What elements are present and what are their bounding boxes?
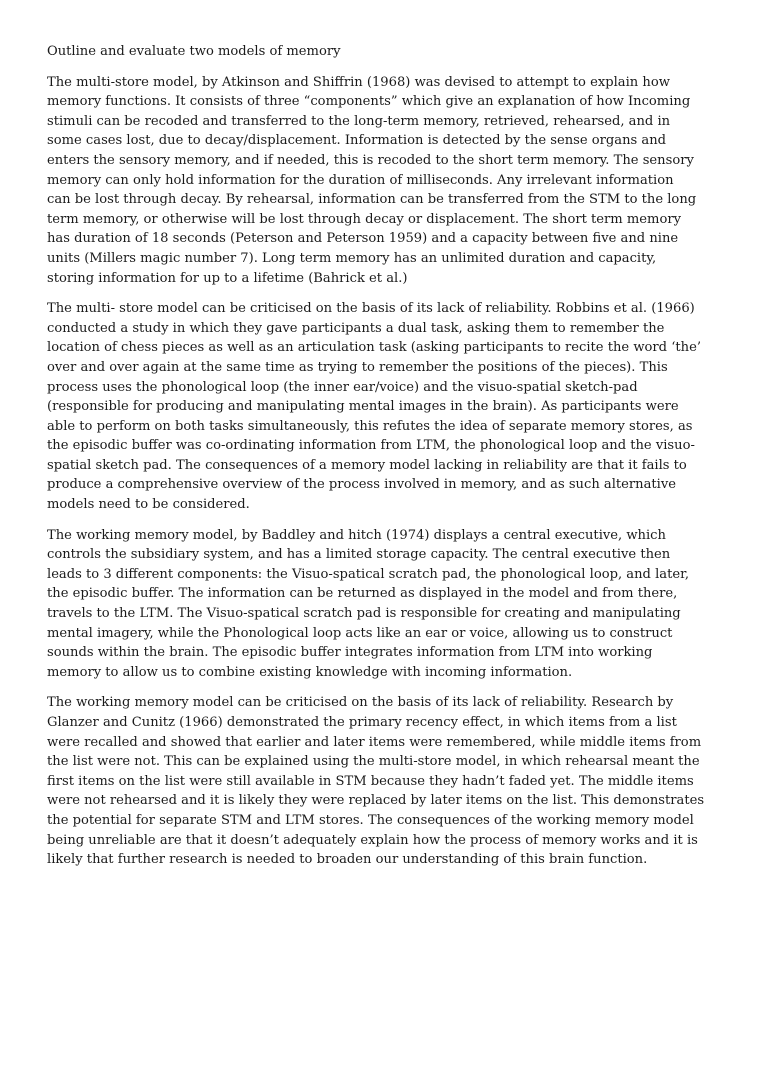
paragraph-line: travels to the LTM. The Visuo-spatical scratch pad is responsible for creating and manipulating [47, 606, 681, 622]
paragraph-line: able to perform on both tasks simultaneously, this refutes the idea of separate memory stores, as [47, 418, 693, 434]
paragraph-line: some cases lost, due to decay/displacement. Information is detected by the sense organs and [47, 133, 667, 149]
paragraph-line: controls the subsidiary system, and has a limited storage capacity. The central executive then [47, 547, 671, 563]
paragraph-line: The working memory model can be criticised on the basis of its lack of reliability. Research by [47, 695, 674, 711]
paragraph-line: were not rehearsed and it is likely they were replaced by later items on the list. This demonstrates [47, 793, 705, 809]
paragraph-line: storing information for up to a lifetime (Bahrick et al.) [47, 270, 408, 286]
paragraph-line: being unreliable are that it doesn’t adequately explain how the process of memory works and it is [47, 832, 698, 848]
paragraph-line: leads to 3 different components: the Visuo-spatical scratch pad, the phonological loop, and later, [47, 566, 690, 582]
paragraph-line: The working memory model, by Baddley and hitch (1974) displays a central executive, which [47, 527, 666, 543]
paragraph-line: conducted a study in which they gave participants a dual task, asking them to remember the [47, 320, 665, 336]
paragraph-line: has duration of 18 seconds (Peterson and Peterson 1959) and a capacity between five and nine [47, 231, 679, 247]
paragraph-line: over and over again at the same time as trying to remember the positions of the pieces). This [47, 359, 668, 375]
paragraph-line: models need to be considered. [47, 497, 250, 513]
paragraph-3 [47, 526, 727, 683]
paragraph-line: were recalled and showed that earlier and later items were remembered, while middle items from [47, 734, 702, 750]
paragraph-line: mental imagery, while the Phonological loop acts like an ear or voice, allowing us to construct [47, 625, 673, 641]
paragraph-1 [47, 73, 727, 289]
paragraph-line: memory can only hold information for the duration of milliseconds. Any irrelevant information [47, 172, 674, 188]
paragraph-line: the list were not. This can be explained using the multi-store model, in which rehearsal meant the [47, 754, 700, 770]
paragraph-4 [47, 693, 727, 869]
paragraph-line: enters the sensory memory, and if needed, this is recoded to the short term memory. The sensory [47, 152, 694, 168]
paragraph-line: memory to allow us to combine existing knowledge with incoming information. [47, 664, 573, 680]
paragraph-line: produce a comprehensive overview of the process involved in memory, and as such alternative [47, 477, 677, 493]
paragraph-line: process uses the phonological loop (the inner ear/voice) and the visuo-spatial sketch-pad [47, 379, 638, 395]
paragraph-line: memory functions. It consists of three “components” which give an explanation of how Incoming [47, 94, 691, 110]
paragraph-line: the episodic buffer was co-ordinating information from LTM, the phonological loop and the visuo- [47, 438, 695, 454]
paragraph-line: the episodic buffer. The information can be returned as displayed in the model and from there, [47, 586, 678, 602]
paragraph-line: term memory, or otherwise will be lost through decay or displacement. The short term memory [47, 211, 681, 227]
document-body [47, 73, 727, 870]
document-page [47, 42, 727, 881]
paragraph-line: The multi- store model can be criticised on the basis of its lack of reliability. Robbins et al. (1966) [47, 301, 695, 317]
paragraph-line: the potential for separate STM and LTM stores. The consequences of the working memory model [47, 812, 694, 828]
paragraph-line: Glanzer and Cunitz (1966) demonstrated the primary recency effect, in which items from a list [47, 715, 677, 730]
paragraph-line: sounds within the brain. The episodic buffer integrates information from LTM into working [47, 645, 653, 661]
paragraph-line: location of chess pieces as well as an articulation task (asking participants to recite the word ‘the’ [47, 340, 701, 356]
paragraph-2 [47, 299, 727, 515]
document-title: Outline and evaluate two models of memory [47, 44, 341, 59]
paragraph-line: units (Millers magic number 7). Long term memory has an unlimited duration and capacity, [47, 250, 657, 266]
paragraph-line: (responsible for producing and manipulating mental images in the brain). As participants were [47, 399, 679, 415]
paragraph-line: likely that further research is needed to broaden our understanding of this brain function. [47, 852, 648, 868]
paragraph-line: The multi-store model, by Atkinson and Shiffrin (1968) was devised to attempt to explain how [47, 74, 670, 90]
paragraph-line: first items on the list were still available in STM because they hadn’t faded yet. The middle items [47, 773, 694, 789]
paragraph-line: spatial sketch pad. The consequences of a memory model lacking in reliability are that it fails to [47, 457, 687, 473]
paragraph-line: stimuli can be recoded and transferred to the long-term memory, retrieved, rehearsed, and in [47, 113, 671, 129]
paragraph-line: can be lost through decay. By rehearsal, information can be transferred from the STM to the long [47, 192, 697, 208]
